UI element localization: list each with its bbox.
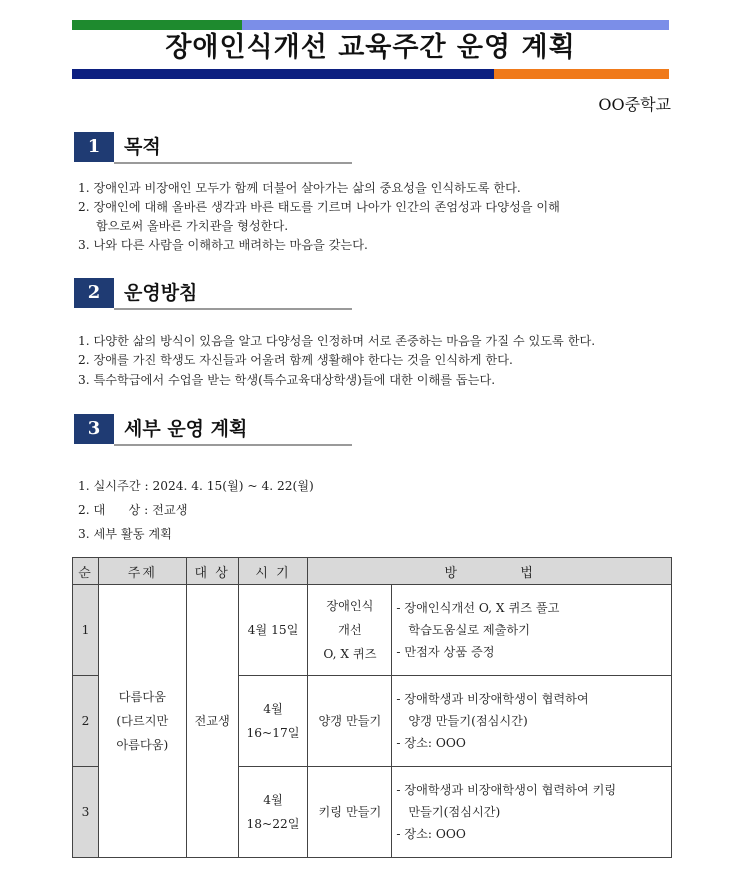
title-bar-top-blue <box>242 20 669 30</box>
row-number: 3 <box>73 767 99 858</box>
method-line: 학습도움실로 제출하기 <box>408 623 530 637</box>
activity-line: 양갱 만들기 <box>318 714 382 728</box>
title-bar-bottom-orange <box>494 69 669 79</box>
activity-table <box>72 557 672 858</box>
method-cell <box>392 767 672 858</box>
activity-line: O, X 퀴즈 <box>323 647 377 661</box>
purpose-line: 1. 장애인과 비장애인 모두가 함께 더불어 살아가는 삶의 중요성을 인식하도록 한다. <box>78 181 521 195</box>
title-bar-top-green <box>72 20 242 30</box>
method-line: 만들기(점심시간) <box>408 805 501 819</box>
table-row <box>73 585 672 676</box>
theme-cell <box>98 585 186 858</box>
method-line: - 장소: OOO <box>396 736 466 750</box>
method-line: - 장애학생과 비장애학생이 협력하여 키링 <box>396 783 617 797</box>
plan-line: 1. 실시주간 : 2024. 4. 15(월) ~ 4. 22(월) <box>78 479 314 493</box>
period-cell <box>238 767 308 858</box>
header-target: 대 상 <box>186 558 238 585</box>
method-line: - 장소: OOO <box>396 827 466 841</box>
section-number: 3 <box>74 414 114 444</box>
method-line: - 장애학생과 비장애학생이 협력하여 <box>396 692 589 706</box>
method-line: - 장애인식개선 O, X 퀴즈 풀고 <box>396 601 560 615</box>
period-line: 4월 <box>263 702 283 716</box>
header-period: 시 기 <box>238 558 308 585</box>
theme-line: 아름다움) <box>116 738 169 752</box>
title-bar-bottom-navy <box>72 69 494 79</box>
section-title: 목적 <box>124 136 161 158</box>
purpose-line: 2. 장애인에 대해 올바른 생각과 바른 태도를 기르며 나아가 인간의 존엄성과 다양성을 이해 <box>78 200 560 214</box>
section-header-1 <box>74 132 352 162</box>
plan-line: 2. 대 상 : 전교생 <box>78 503 188 517</box>
period-line: 4월 15일 <box>247 623 299 637</box>
section-underline <box>114 444 352 446</box>
period-cell <box>238 676 308 767</box>
section-number: 2 <box>74 278 114 308</box>
activity-cell <box>308 767 392 858</box>
policy-line: 2. 장애를 가진 학생도 자신들과 어울려 함께 생활해야 한다는 것을 인식하게 한다. <box>78 353 513 367</box>
period-cell <box>238 585 308 676</box>
school-name: OO중학교 <box>598 95 671 114</box>
page-title: 장애인식개선 교육주간 운영 계획 <box>165 32 576 63</box>
policy-line: 1. 다양한 삶의 방식이 있음을 알고 다양성을 인정하며 서로 존중하는 마음을 가질 수 있도록 한다. <box>78 334 596 348</box>
header-theme: 주제 <box>98 558 186 585</box>
theme-line: (다르지만 <box>116 714 169 728</box>
period-line: 16~17일 <box>246 726 300 740</box>
section-title: 운영방침 <box>124 282 198 304</box>
activity-line: 키링 만들기 <box>318 805 382 819</box>
period-line: 4월 <box>263 793 283 807</box>
activity-line: 개선 <box>338 623 362 637</box>
section-underline <box>114 308 352 310</box>
table-header-row <box>73 558 672 585</box>
purpose-line: 함으로써 올바른 가치관을 형성한다. <box>96 219 289 233</box>
row-number: 1 <box>73 585 99 676</box>
method-line: - 만점자 상품 증정 <box>396 645 495 659</box>
section-header-2 <box>74 278 352 308</box>
method-line: 양갱 만들기(점심시간) <box>408 714 528 728</box>
row-number: 2 <box>73 676 99 767</box>
method-cell <box>392 676 672 767</box>
section-underline <box>114 162 352 164</box>
header-no: 순 <box>73 558 99 585</box>
plan-line: 3. 세부 활동 계획 <box>78 527 172 541</box>
target-cell: 전교생 <box>186 585 238 858</box>
section-title: 세부 운영 계획 <box>124 418 248 440</box>
activity-line: 장애인식 <box>326 599 374 613</box>
activity-cell <box>308 585 392 676</box>
section-header-3 <box>74 414 352 444</box>
header-method: 방 법 <box>308 558 672 585</box>
activity-cell <box>308 676 392 767</box>
policy-line: 3. 특수학급에서 수업을 받는 학생(특수교육대상학생)들에 대한 이해를 돕는다. <box>78 373 496 387</box>
method-cell <box>392 585 672 676</box>
purpose-line: 3. 나와 다른 사람을 이해하고 배려하는 마음을 갖는다. <box>78 238 368 252</box>
section-number: 1 <box>74 132 114 162</box>
theme-line: 다름다움 <box>118 690 166 704</box>
period-line: 18~22일 <box>246 817 300 831</box>
